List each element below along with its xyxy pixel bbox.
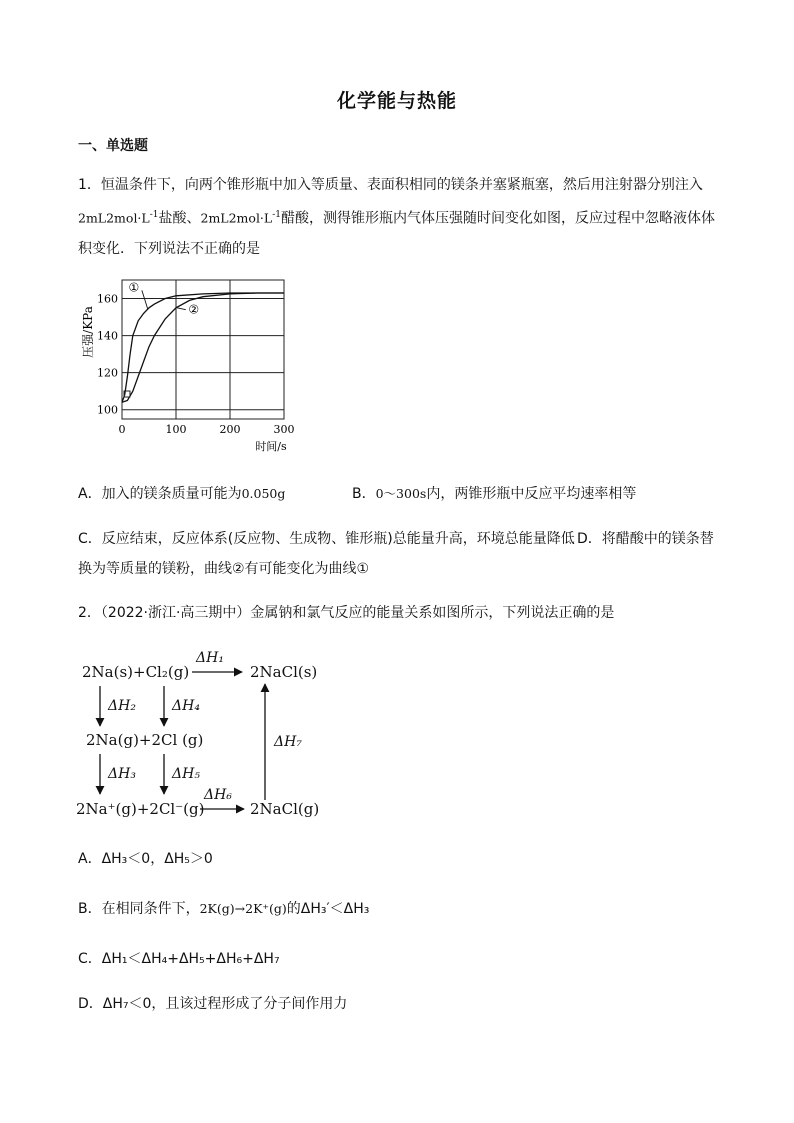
q1-option-a-value: 0.050g (241, 486, 286, 501)
dh5-label: ΔH₅ (172, 766, 200, 782)
energy-cycle-diagram (72, 640, 362, 830)
y-tick-label: 120 (97, 366, 118, 380)
x-tick-label: 100 (165, 423, 187, 436)
q1-option-d-text-b: 换为等质量的镁粉，曲线②有可能变化为曲线① (78, 561, 370, 577)
question-2-stem: 2．（2022·浙江·高三期中）金属钠和氯气反应的能量关系如图所示，下列说法正确的是 (78, 605, 615, 621)
y-tick-label: 160 (97, 292, 118, 306)
q1-option-c-text: C．反应结束，反应体系(反应物、生成物、锥形瓶)总能量升高，环境总能量降低 (78, 531, 575, 547)
x-tick-label: 0 (118, 423, 126, 436)
q1-option-c[interactable] (78, 528, 575, 548)
pressure-time-chart (74, 272, 304, 462)
q2-option-c[interactable]: C．ΔH₁＜ΔH₄+ΔH₅+ΔH₆+ΔH₇ (78, 951, 280, 967)
gas-atoms-label: 2Na(g)+2Cl (g) (86, 731, 204, 749)
nacl-gas-label: 2NaCl(g) (250, 800, 320, 818)
curve-1-label: ① (128, 280, 140, 295)
q1-option-b-label: B． (352, 486, 376, 502)
q1-concentration-1: 2mL2mol·L (78, 210, 150, 226)
q1-option-d-text-a: D．将醋酸中的镁条替 (577, 531, 714, 547)
question-1 (78, 173, 728, 261)
page-title: 化学能与热能 (336, 90, 457, 112)
curve-1-leader (142, 290, 148, 309)
y-tick-label: 100 (97, 403, 118, 417)
series-line-1 (122, 293, 284, 402)
q1-option-a-text: A．加入的镁条质量可能为 (78, 486, 242, 502)
section-heading: 一、单选题 (78, 138, 148, 154)
q1-option-d[interactable] (577, 528, 714, 548)
q1-unit-exponent-2: -1 (272, 210, 281, 220)
dh2-label: ΔH₂ (108, 698, 136, 714)
q1-option-b-range: 0～300s (375, 486, 427, 501)
q2-option-b-text-b: 的ΔH₃′＜ΔH₃ (286, 901, 370, 917)
q1-acid-1: 盐酸、 (158, 210, 201, 227)
q2-option-b-equation: 2K(g)→2K⁺(g) (199, 901, 287, 916)
dh7-label: ΔH₇ (274, 734, 302, 750)
chart-x-axis-label: 时间/s (255, 440, 287, 453)
q1-option-b-rest: 内，两锥形瓶中反应平均速率相等 (426, 486, 637, 502)
q1-option-d-continued (78, 558, 369, 578)
curve-2-label: ② (188, 302, 200, 317)
chart-frame (122, 280, 284, 419)
q1-stem-line3: 积变化．下列说法不正确的是 (78, 240, 260, 257)
curve-2-leader (177, 308, 186, 310)
dh1-label: ΔH₁ (196, 650, 224, 666)
x-tick-label: 200 (219, 423, 241, 436)
dh4-label: ΔH₄ (172, 698, 200, 714)
q1-unit-exponent-1: -1 (149, 210, 159, 220)
q1-stem-line2 (78, 203, 728, 231)
q2-option-d[interactable]: D．ΔH₇＜0，且该过程形成了分子间作用力 (78, 996, 348, 1012)
q2-option-a[interactable]: A．ΔH₃＜0，ΔH₅＞0 (78, 851, 213, 867)
dh6-label: ΔH₆ (204, 787, 232, 803)
dh3-label: ΔH₃ (108, 766, 136, 782)
q2-option-b[interactable] (78, 898, 369, 918)
x-tick-label: 300 (273, 423, 295, 436)
series-line-2 (122, 293, 284, 402)
q1-option-b[interactable] (352, 483, 636, 503)
q1-concentration-2: 2mL2mol·L (200, 210, 273, 226)
q1-stem-line1: 1．恒温条件下，向两个锥形瓶中加入等质量、表面积相同的镁条并塞紧瓶塞，然后用注射器分别注入 (78, 177, 703, 193)
reactants-label: 2Na(s)+Cl₂(g) (82, 663, 190, 681)
y-tick-label: 140 (97, 329, 118, 343)
chart-y-axis-label: 压强/KPa (81, 306, 95, 358)
q2-option-b-text-a: B．在相同条件下， (78, 901, 200, 917)
gas-ions-label: 2Na⁺(g)+2Cl⁻(g) (76, 800, 205, 818)
q1-option-a[interactable] (78, 483, 285, 503)
chart-grid (122, 280, 284, 419)
nacl-solid-label: 2NaCl(s) (250, 663, 318, 681)
q1-acid-2: 醋酸，测得锥形瓶内气体压强随时间变化如图，反应过程中忽略液体体 (281, 210, 715, 227)
